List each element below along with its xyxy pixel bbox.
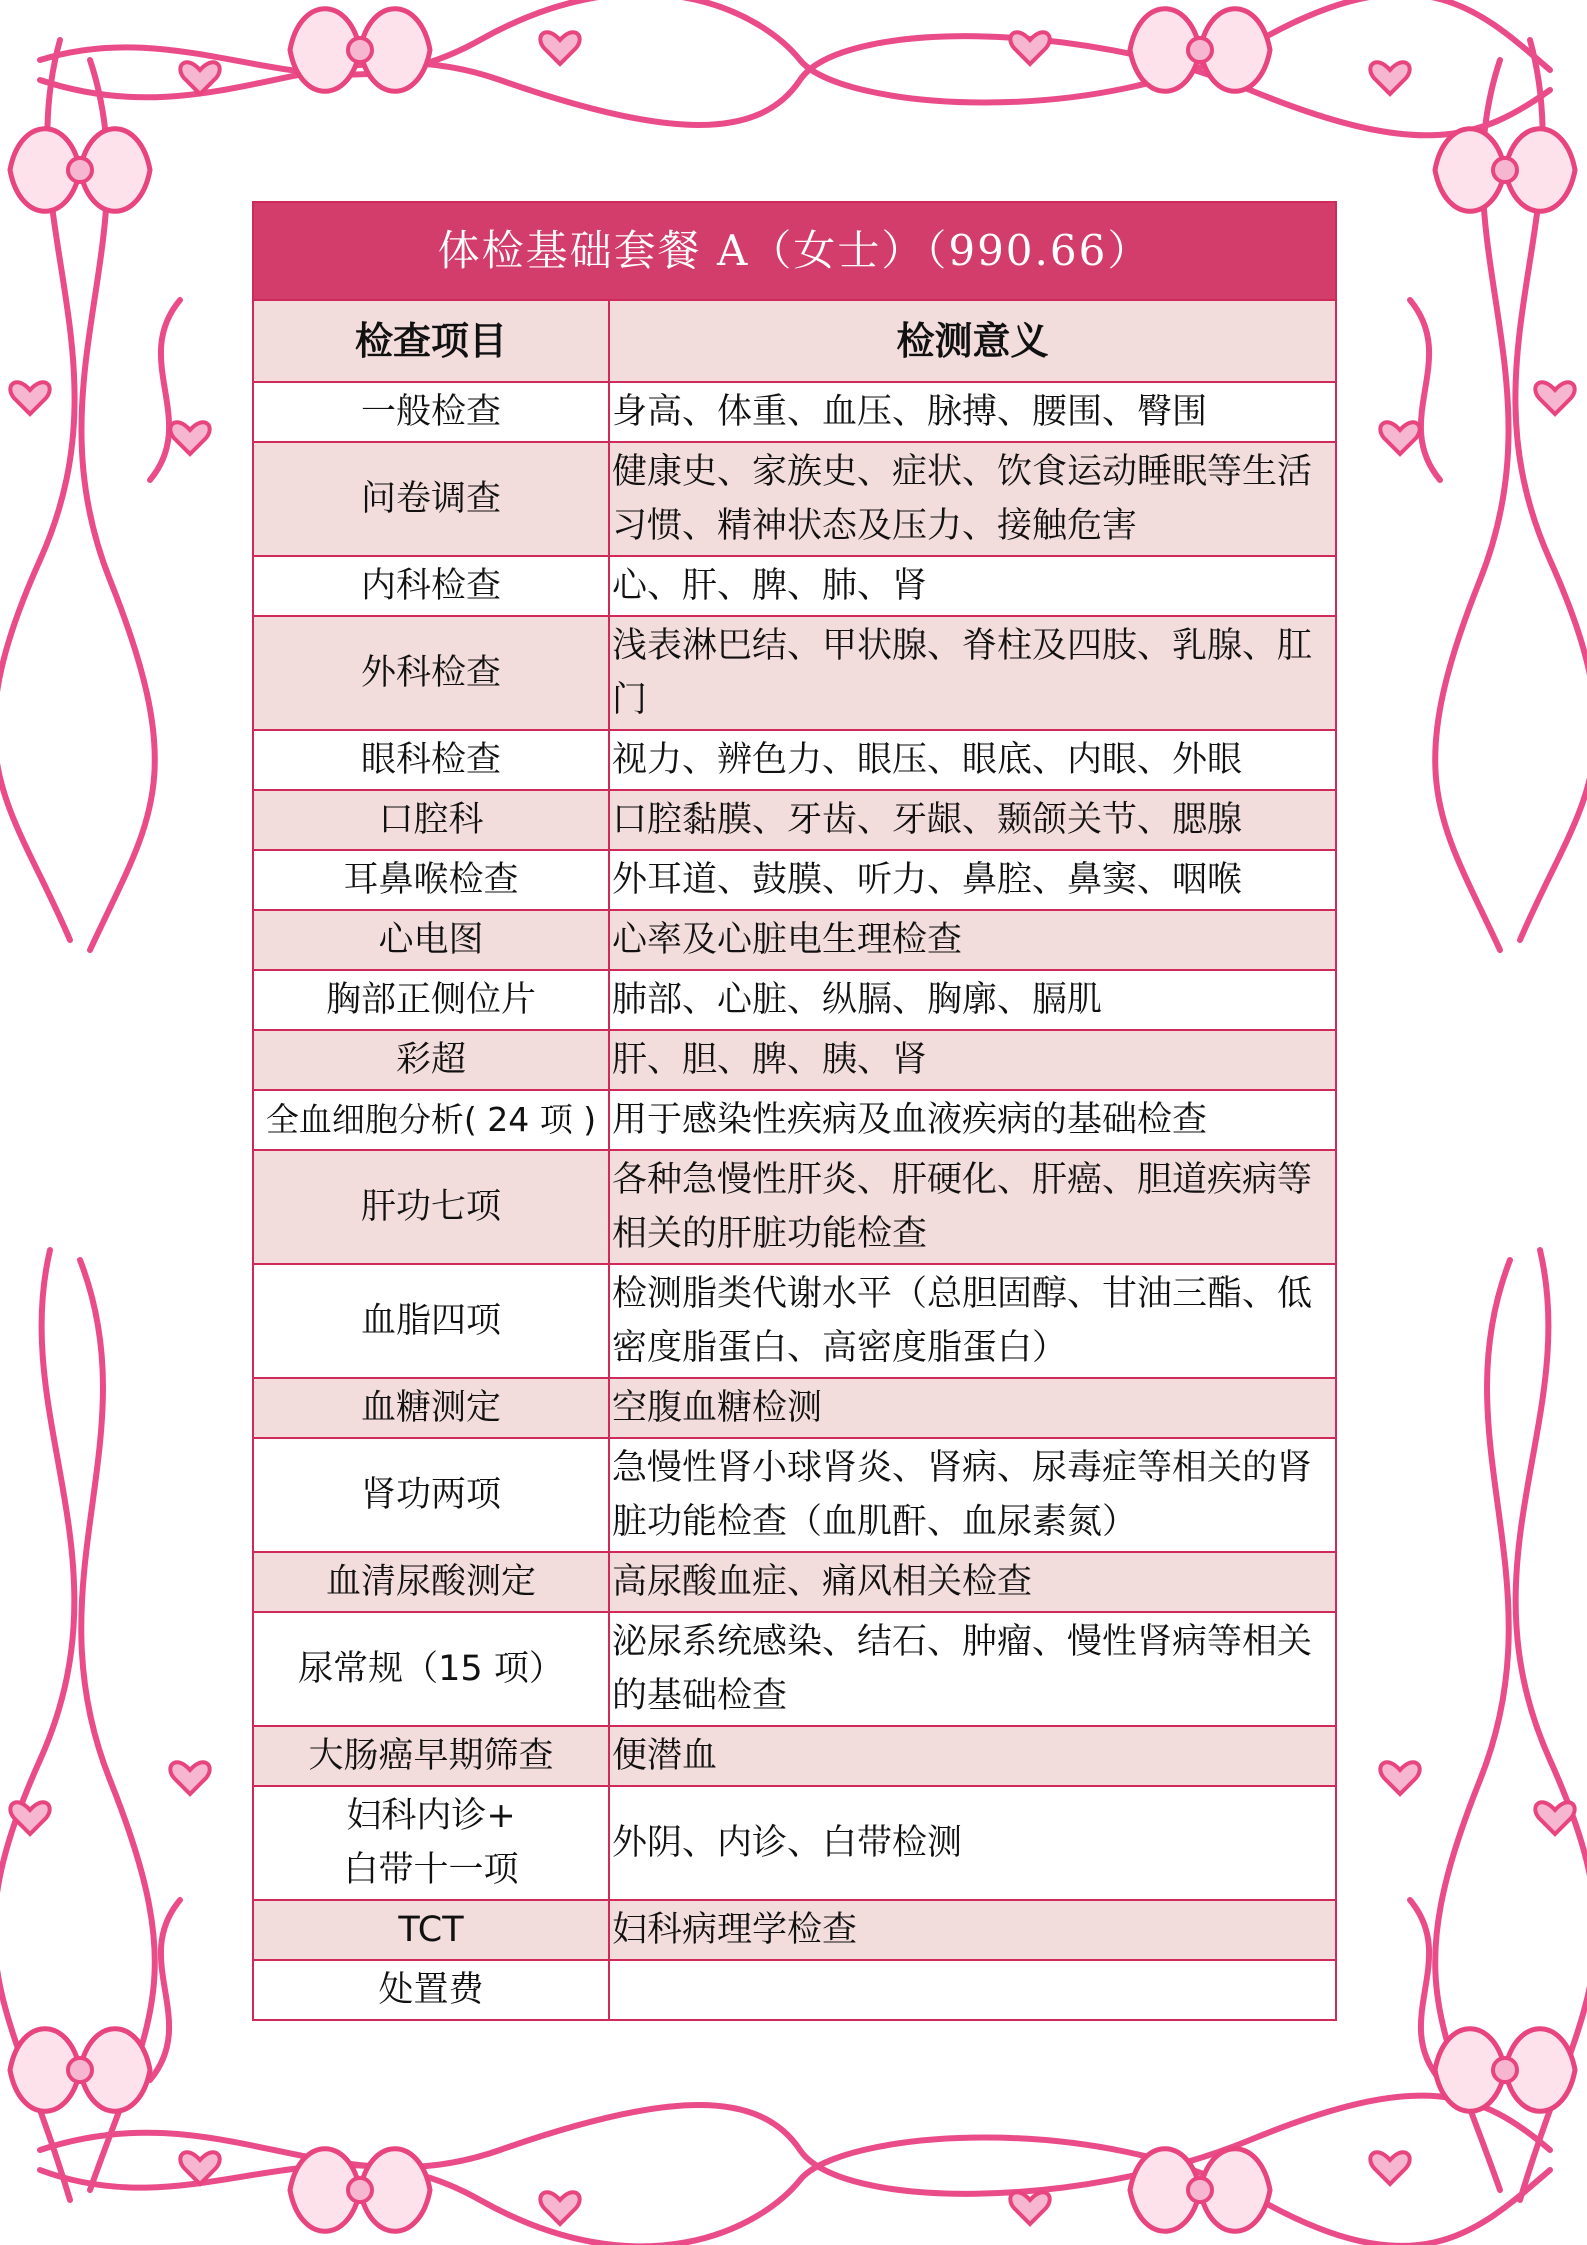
package-title: 体检基础套餐 A（女士）（990.66）: [253, 202, 1336, 300]
meaning-cell: 健康史、家族史、症状、饮食运动睡眠等生活习惯、精神状态及压力、接触危害: [609, 442, 1336, 556]
item-cell: TCT: [253, 1900, 609, 1960]
table-row: [253, 910, 1336, 970]
item-cell: 尿常规（15 项）: [253, 1612, 609, 1726]
table-row: [253, 1438, 1336, 1552]
item-cell: 胸部正侧位片: [253, 970, 609, 1030]
table-row: [253, 850, 1336, 910]
column-header-item: 检查项目: [253, 300, 609, 382]
item-cell: 妇科内诊+ 白带十一项: [253, 1786, 609, 1900]
meaning-cell: 高尿酸血症、痛风相关检查: [609, 1552, 1336, 1612]
item-cell: 外科检查: [253, 616, 609, 730]
item-cell: 血脂四项: [253, 1264, 609, 1378]
table-row: [253, 1030, 1336, 1090]
item-cell: 血清尿酸测定: [253, 1552, 609, 1612]
checkup-package-table: [252, 201, 1337, 2021]
table-row: [253, 1786, 1336, 1900]
meaning-cell: 肺部、心脏、纵膈、胸廓、膈肌: [609, 970, 1336, 1030]
table-row: [253, 730, 1336, 790]
item-cell: 心电图: [253, 910, 609, 970]
meaning-cell: 外阴、内诊、白带检测: [609, 1786, 1336, 1900]
table-row: [253, 790, 1336, 850]
meaning-cell: 妇科病理学检查: [609, 1900, 1336, 1960]
meaning-cell: 检测脂类代谢水平（总胆固醇、甘油三酯、低密度脂蛋白、高密度脂蛋白）: [609, 1264, 1336, 1378]
table-row: [253, 442, 1336, 556]
item-cell: 彩超: [253, 1030, 609, 1090]
meaning-cell: [609, 1960, 1336, 2020]
table-row: [253, 1900, 1336, 1960]
table-row: [253, 1552, 1336, 1612]
meaning-cell: 口腔黏膜、牙齿、牙龈、颞颌关节、腮腺: [609, 790, 1336, 850]
table-row: [253, 382, 1336, 442]
meaning-cell: 各种急慢性肝炎、肝硬化、肝癌、胆道疾病等相关的肝脏功能检查: [609, 1150, 1336, 1264]
meaning-cell: 急慢性肾小球肾炎、肾病、尿毒症等相关的肾脏功能检查（血肌酐、血尿素氮）: [609, 1438, 1336, 1552]
table-row: [253, 1378, 1336, 1438]
meaning-cell: 外耳道、鼓膜、听力、鼻腔、鼻窦、咽喉: [609, 850, 1336, 910]
item-cell: 处置费: [253, 1960, 609, 2020]
table-row: [253, 1264, 1336, 1378]
table-row: [253, 1150, 1336, 1264]
item-cell: 问卷调查: [253, 442, 609, 556]
table-row: [253, 1090, 1336, 1150]
meaning-cell: 身高、体重、血压、脉搏、腰围、臀围: [609, 382, 1336, 442]
item-cell: 肾功两项: [253, 1438, 609, 1552]
meaning-cell: 肝、胆、脾、胰、肾: [609, 1030, 1336, 1090]
meaning-cell: 浅表淋巴结、甲状腺、脊柱及四肢、乳腺、肛门: [609, 616, 1336, 730]
item-cell: 血糖测定: [253, 1378, 609, 1438]
table-row: [253, 1726, 1336, 1786]
item-cell: 一般检查: [253, 382, 609, 442]
table-row: [253, 970, 1336, 1030]
meaning-cell: 泌尿系统感染、结石、肿瘤、慢性肾病等相关的基础检查: [609, 1612, 1336, 1726]
table-row: [253, 1612, 1336, 1726]
item-cell: 全血细胞分析( 24 项 ): [253, 1090, 609, 1150]
item-cell: 内科检查: [253, 556, 609, 616]
meaning-cell: 用于感染性疾病及血液疾病的基础检查: [609, 1090, 1336, 1150]
table-row: [253, 556, 1336, 616]
meaning-cell: 便潜血: [609, 1726, 1336, 1786]
item-cell: 大肠癌早期筛查: [253, 1726, 609, 1786]
table-row: [253, 616, 1336, 730]
item-cell: 口腔科: [253, 790, 609, 850]
meaning-cell: 心率及心脏电生理检查: [609, 910, 1336, 970]
meaning-cell: 心、肝、脾、肺、肾: [609, 556, 1336, 616]
item-cell: 耳鼻喉检查: [253, 850, 609, 910]
meaning-cell: 空腹血糖检测: [609, 1378, 1336, 1438]
column-header-meaning: 检测意义: [609, 300, 1336, 382]
item-cell: 眼科检查: [253, 730, 609, 790]
table-row: [253, 1960, 1336, 2020]
item-cell: 肝功七项: [253, 1150, 609, 1264]
meaning-cell: 视力、辨色力、眼压、眼底、内眼、外眼: [609, 730, 1336, 790]
